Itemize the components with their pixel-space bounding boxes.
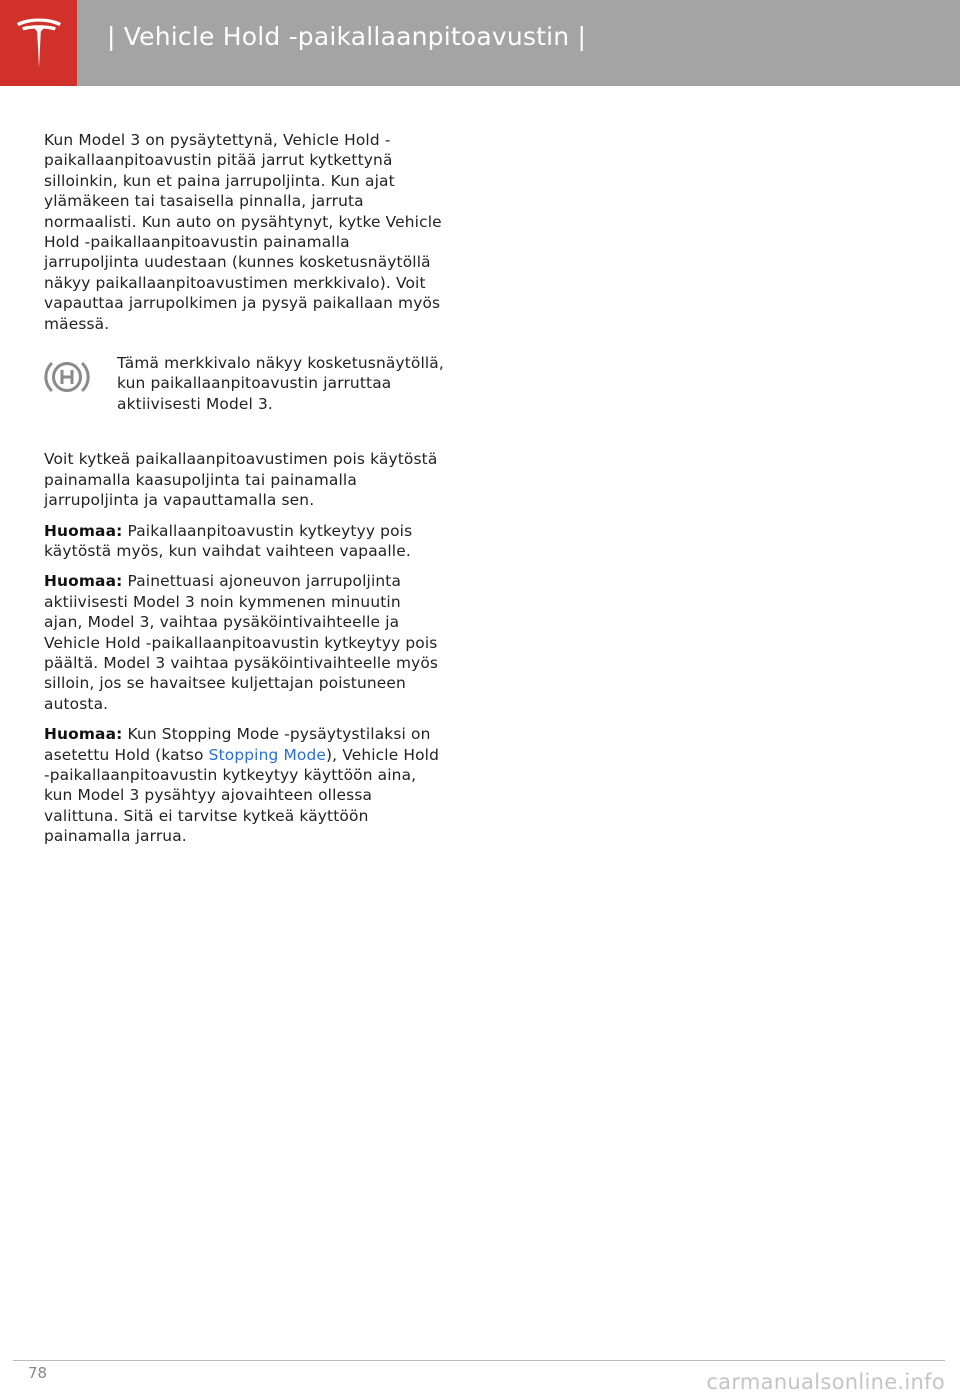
indicator-description: Tämä merkkivalo näkyy kosketusnäytöllä, kun paikallaanpitoavustin jarruttaa aktiivisesti Model 3. [117,354,444,413]
disable-paragraph: Voit kytkeä paikallaanpitoavustimen pois käytöstä painamalla kaasupoljinta tai painamalla jarrupoljinta ja vapauttamalla sen. [44,450,438,510]
stopping-mode-link[interactable]: Stopping Mode [208,745,326,764]
note-label: Huomaa: [44,725,123,744]
indicator-callout [44,353,444,414]
note-neutral [44,521,444,562]
note-park-timeout [44,571,444,714]
note-text-before: Kun Stopping Mode -pysäytystilaksi on asetettu Hold (katso [44,725,431,764]
vehicle-hold-indicator-icon [44,353,117,414]
page-title: | Vehicle Hold -paikallaanpitoavustin | [107,22,587,51]
note-label: Huomaa: [44,572,123,591]
watermark: carmanualsonline.info [706,1370,945,1394]
footer-divider [13,1360,945,1361]
note-label: Huomaa: [44,521,123,540]
header-bar [0,0,960,86]
main-content [44,130,444,857]
note-text-after: ), Vehicle Hold -paikallaanpitoavustin kytkeytyy käyttöön aina, kun Model 3 pysähtyy ajovaihteen ollessa valittuna. Sitä ei tarvitse kytkeä käyttöön painamalla jarrua. [44,745,440,846]
note-stopping-mode [44,724,444,846]
tesla-logo [0,0,77,86]
note-text: Painettuasi ajoneuvon jarrupoljinta aktiivisesti Model 3 noin kymmenen minuutin ajan, Model 3, vaihtaa pysäköintivaihteelle ja Vehicle Hold -paikallaanpitoavustin kytkeytyy pois päältä. Model 3 vaihtaa pysäköintivaihteelle myös silloin, jos se havaitsee kuljettajan poistuneen autosta. [44,572,439,713]
intro-paragraph: Kun Model 3 on pysäytettynä, Vehicle Hold -paikallaanpitoavustin pitää jarrut kytkettynä silloinkin, kun et paina jarrupoljinta. Kun ajat ylämäkeen tai tasaisella pinnalla, jarruta normaalisti. Kun auto on pysähtynyt, kytke Vehicle Hold -paikallaanpitoavustin painamalla jarrupoljinta uudestaan (kunnes kosketusnäytöllä näkyy paikallaanpitoavustimen merkkivalo). Voit vapauttaa jarrupolkimen ja pysyä paikallaan myös mäessä. [44,131,442,333]
tesla-logo-icon [14,16,64,70]
page-number: 78 [28,1364,48,1382]
note-text: Paikallaanpitoavustin kytkeytyy pois käytöstä myös, kun vaihdat vaihteen vapaalle. [44,521,413,560]
